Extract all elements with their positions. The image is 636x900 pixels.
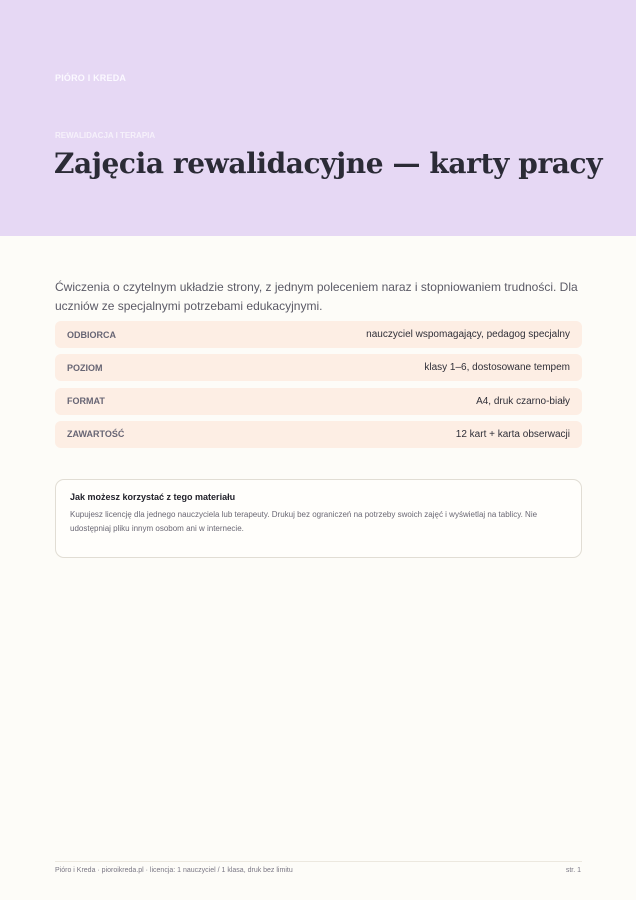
fact-row-level — [55, 354, 582, 381]
facts-list — [55, 321, 582, 454]
fact-label: ZAWARTOŚĆ — [67, 429, 125, 440]
fact-row-format — [55, 388, 582, 415]
fact-row-audience — [55, 321, 582, 348]
footer-credits: Pióro i Kreda · pioroikreda.pl · licencja: 1 nauczyciel / 1 klasa, druk bez limitu — [55, 867, 293, 874]
intro-text: Ćwiczenia o czytelnym układzie strony, z jednym poleceniem naraz i stopniowaniem trudności. Dla uczniów ze specjalnymi potrzebami edukacyjnymi. — [55, 280, 578, 313]
license-title: Jak możesz korzystać z tego materiału — [70, 492, 236, 502]
footer-divider — [55, 861, 582, 862]
fact-value: 12 kart + karta obserwacji — [455, 428, 570, 440]
fact-value: klasy 1–6, dostosowane tempem — [424, 362, 570, 374]
page-number: str. 1 — [565, 867, 581, 874]
fact-label: ODBIORCA — [67, 329, 116, 340]
fact-value: A4, druk czarno-biały — [476, 395, 570, 407]
category-label: REWALIDACJA I TERAPIA — [55, 131, 156, 140]
fact-label: FORMAT — [67, 396, 105, 407]
license-info-box — [55, 479, 582, 558]
fact-row-contents — [55, 421, 582, 448]
fact-value: nauczyciel wspomagający, pedagog specjalny — [366, 329, 570, 340]
page-title: Zajęcia rewalidacyjne — karty pracy — [54, 147, 603, 180]
hero-banner — [0, 0, 636, 236]
brand-name: PIÓRO I KREDA — [55, 73, 127, 83]
fact-label: POZIOM — [67, 362, 103, 373]
license-text: Kupujesz licencję dla jednego nauczyciela lub terapeuty. Drukuj bez ograniczeń na potrzeby swoich zajęć i wyświetlaj na tablicy. Nie udostępniaj pliku innym osobom ani w internecie. — [70, 510, 538, 533]
